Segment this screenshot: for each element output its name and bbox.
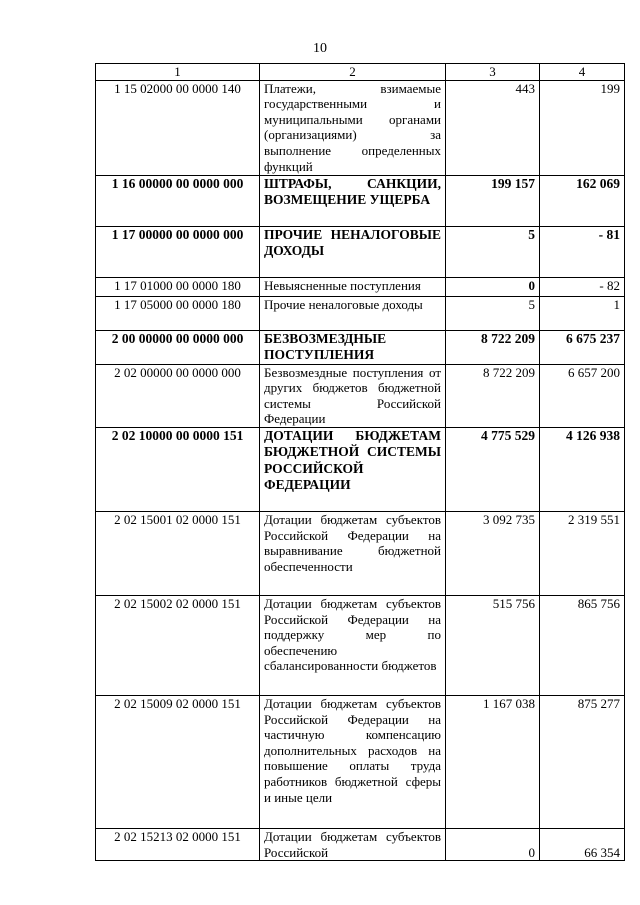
budget-code-cell: 2 00 00000 00 0000 000 xyxy=(96,330,260,364)
page-number: 10 xyxy=(313,41,327,56)
table-row xyxy=(96,175,625,226)
value-2018-cell: 875 277 xyxy=(540,695,625,828)
income-name-cell: Невыясненные поступления xyxy=(260,277,446,296)
income-name-cell: ДОТАЦИИ БЮДЖЕТАМ БЮДЖЕТНОЙ СИСТЕМЫ РОССИЙСКОЙ ФЕДЕРАЦИИ xyxy=(260,427,446,511)
value-2018-cell: 1 xyxy=(540,296,625,330)
value-2017-cell: 1 167 038 xyxy=(446,695,540,828)
budget-code-cell: 2 02 15213 02 0000 151 xyxy=(96,828,260,860)
value-2017-cell: 443 xyxy=(446,80,540,175)
value-2018-cell: 6 675 237 xyxy=(540,330,625,364)
table-row xyxy=(96,226,625,277)
budget-code-cell: 1 16 00000 00 0000 000 xyxy=(96,175,260,226)
value-2017-cell: 4 775 529 xyxy=(446,427,540,511)
value-2018-cell: 162 069 xyxy=(540,175,625,226)
budget-code-cell: 2 02 15009 02 0000 151 xyxy=(96,695,260,828)
table-row xyxy=(96,296,625,330)
value-2018-cell: - 82 xyxy=(540,277,625,296)
budget-code-cell: 1 17 01000 00 0000 180 xyxy=(96,277,260,296)
budget-code-cell: 2 02 15001 02 0000 151 xyxy=(96,511,260,595)
budget-code-cell: 1 15 02000 00 0000 140 xyxy=(96,80,260,175)
budget-code-cell: 1 17 00000 00 0000 000 xyxy=(96,226,260,277)
income-name-cell: БЕЗВОЗМЕЗДНЫЕ ПОСТУПЛЕНИЯ xyxy=(260,330,446,364)
column-header-2: 2 xyxy=(260,64,446,81)
income-name-cell: ПРОЧИЕ НЕНАЛОГОВЫЕ ДОХОДЫ xyxy=(260,226,446,277)
value-2017-cell: 8 722 209 xyxy=(446,330,540,364)
table-row xyxy=(96,828,625,860)
column-header-4: 4 xyxy=(540,64,625,81)
value-2018-cell: 865 756 xyxy=(540,595,625,695)
income-name-cell: Платежи, взимаемые государственными и муниципальными органами (организациями) за выполнение определенных функций xyxy=(260,80,446,175)
value-2017-cell: 0 xyxy=(446,277,540,296)
budget-code-cell: 2 02 10000 00 0000 151 xyxy=(96,427,260,511)
table-row xyxy=(96,364,625,427)
income-name-cell: Дотации бюджетам субъектов Российской Федерации на поддержку мер по обеспечению сбалансированности бюджетов xyxy=(260,595,446,695)
column-header-1: 1 xyxy=(96,64,260,81)
column-header-3: 3 xyxy=(446,64,540,81)
value-2017-cell: 515 756 xyxy=(446,595,540,695)
value-2017-cell: 8 722 209 xyxy=(446,364,540,427)
value-2018-cell: 199 xyxy=(540,80,625,175)
income-name-cell: Дотации бюджетам субъектов Российской Федерации на частичную компенсацию дополнительных расходов на повышение оплаты труда работников бюджетной сферы и иные цели xyxy=(260,695,446,828)
table-row xyxy=(96,511,625,595)
income-name-cell: Дотации бюджетам субъектов Российской Федерации на выравнивание бюджетной обеспеченности xyxy=(260,511,446,595)
value-2017-cell: 199 157 xyxy=(446,175,540,226)
table-row xyxy=(96,277,625,296)
table-row xyxy=(96,427,625,511)
budget-code-cell: 2 02 15002 02 0000 151 xyxy=(96,595,260,695)
value-2017-cell: 5 xyxy=(446,296,540,330)
table-header-row xyxy=(96,64,625,81)
value-2018-cell: 4 126 938 xyxy=(540,427,625,511)
budget-code-cell: 1 17 05000 00 0000 180 xyxy=(96,296,260,330)
income-name-cell: Прочие неналоговые доходы xyxy=(260,296,446,330)
value-2018-cell: 2 319 551 xyxy=(540,511,625,595)
table-row xyxy=(96,695,625,828)
value-2017-cell: 0 xyxy=(446,828,540,860)
table-row xyxy=(96,330,625,364)
value-2018-cell: - 81 xyxy=(540,226,625,277)
income-name-cell: Безвозмездные поступления от других бюджетов бюджетной системы Российской Федерации xyxy=(260,364,446,427)
value-2017-cell: 5 xyxy=(446,226,540,277)
value-2018-cell: 66 354 xyxy=(540,828,625,860)
value-2018-cell: 6 657 200 xyxy=(540,364,625,427)
budget-code-cell: 2 02 00000 00 0000 000 xyxy=(96,364,260,427)
income-name-cell: Дотации бюджетам субъектов Российской xyxy=(260,828,446,860)
table-row xyxy=(96,595,625,695)
value-2017-cell: 3 092 735 xyxy=(446,511,540,595)
income-name-cell: ШТРАФЫ, САНКЦИИ, ВОЗМЕЩЕНИЕ УЩЕРБА xyxy=(260,175,446,226)
table-row xyxy=(96,80,625,175)
budget-table xyxy=(95,63,625,861)
